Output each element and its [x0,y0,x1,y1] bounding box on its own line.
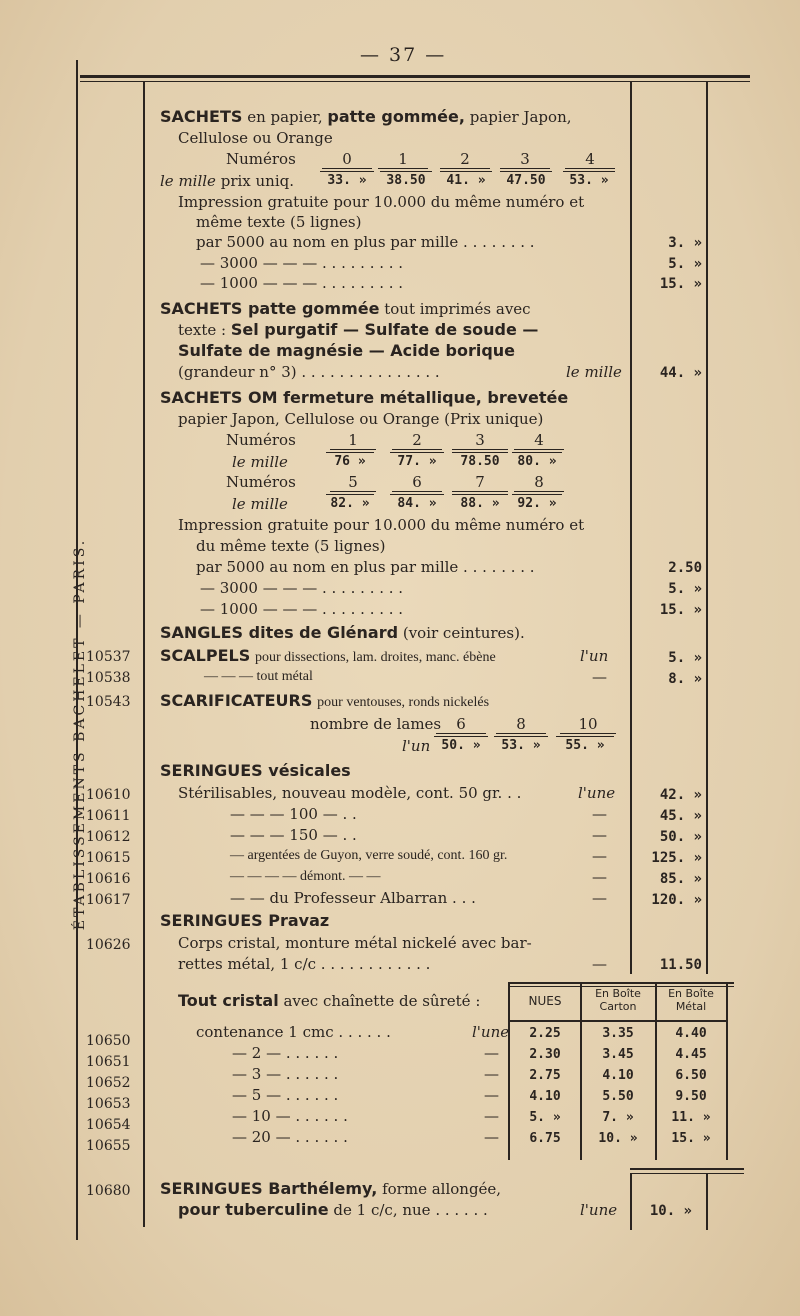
sachets1-impression1: Impression gratuite pour 10.000 du même numéro et [178,193,585,211]
sachets3-row-price: 5. » [668,581,702,597]
cristal-row-label: — 10 — . . . . . . [232,1107,348,1125]
cristal-row-label: contenance 1 cmc . . . . . . [196,1023,391,1041]
scarificateurs-lames: 8 [496,715,546,734]
scarificateurs-lames: 6 [436,715,486,734]
vesicale-desc: — — — 150 — . . [230,826,357,844]
scalpels-line: SCALPELS pour dissections, lam. droites, manc. ébène [160,646,496,665]
sachets3-line2: papier Japon, Cellulose ou Orange (Prix unique) [178,410,544,428]
cristal-title: Tout cristal avec chaînette de sûreté : [178,991,481,1010]
sachets1-numero: 2 [440,150,490,169]
sachets2-line2: texte : Sel purgatif — Sulfate de soude — [178,320,539,339]
cristal-nues: 2.75 [529,1068,561,1083]
sachets3-row: par 5000 au nom en plus par mille . . . . . . . . [196,558,535,576]
sachets3-row: — 1000 — — — . . . . . . . . . [200,600,404,618]
item-code: 10680 [86,1183,131,1199]
sachets1-row-price: 5. » [668,256,702,272]
sachets3-numero: 2 [392,431,442,450]
sachets3-numero: 8 [514,473,564,492]
cristal-row-unit: — [484,1065,499,1083]
cristal-carton: 3.45 [602,1047,634,1062]
sachets3-price: 76 » [326,452,374,469]
scalpels-unit: — [592,668,607,686]
sachets3-price: 92. » [512,494,562,511]
top-rule-thin [80,81,750,82]
cristal-nues: 2.25 [529,1026,561,1041]
vesicale-desc: — — — 100 — . . [230,805,357,823]
cristal-col-nues: NUES [528,994,562,1008]
item-code: 10615 [86,850,131,866]
cristal-row-label: — 5 — . . . . . . [232,1086,339,1104]
sachets1-row-price: 3. » [668,235,702,251]
item-code: 10612 [86,829,131,845]
cristal-row-label: — 2 — . . . . . . [232,1044,339,1062]
sachets3-price: 82. » [326,494,374,511]
scarificateurs-lames-label: nombre de lames [310,715,442,733]
sachets3-numero: 1 [330,431,376,450]
scarificateurs-lames: 10 [560,715,616,734]
barthelemy-col-rule [630,1174,632,1230]
sachets1-price: 47.50 [500,171,552,188]
vesicale-price: 50. » [659,829,702,845]
top-rule [80,75,750,78]
sachets3-impression1: Impression gratuite pour 10.000 du même numéro et [178,516,585,534]
cristal-row-unit: — [484,1128,499,1146]
barthelemy-unit: l'une [580,1201,618,1219]
sachets3-mille-label: le mille [232,495,288,513]
item-code: 10538 [86,670,131,686]
cristal-row-label: — 3 — . . . . . . [232,1065,339,1083]
sachets1-numero: 1 [378,150,428,169]
cristal-row-unit: — [484,1107,499,1125]
vesicale-unit: — [592,847,607,865]
sachets2-unit: le mille [566,363,622,381]
pravaz-line2: rettes métal, 1 c/c . . . . . . . . . . . . [178,955,431,973]
cristal-table-head-rule [508,1020,726,1022]
item-code: 10543 [86,694,131,710]
cristal-metal: 15. » [671,1131,711,1146]
sachets1-price: 33. » [320,171,374,188]
cristal-metal: 4.40 [675,1026,707,1041]
item-code: 10650 [86,1033,131,1049]
item-code: 10626 [86,937,131,953]
sachets1-impression2: même texte (5 lignes) [196,213,362,231]
vesicale-price: 120. » [651,892,702,908]
item-code: 10655 [86,1138,131,1154]
cristal-carton: 5.50 [602,1089,634,1104]
cristal-nues: 2.30 [529,1047,561,1062]
barthelemy-price: 10. » [649,1203,692,1219]
barthelemy-rule [630,1168,744,1170]
cristal-table-top-rule [508,982,734,984]
sachets2-line3: Sulfate de magnésie — Acide borique [178,341,516,360]
cristal-nues: 5. » [529,1110,561,1125]
item-code: 10616 [86,871,131,887]
item-code: 10651 [86,1054,131,1070]
sachets1-numero: 4 [565,150,615,169]
sachets2-title: SACHETS patte gommée tout imprimés avec [160,299,531,318]
vesicale-price: 45. » [659,808,702,824]
sachets3-price: 78.50 [452,452,508,469]
sachets1-title: SACHETS en papier, patte gommée, papier Japon, [160,107,572,126]
sachets3-row: — 3000 — — — . . . . . . . . . [200,579,404,597]
barthelemy-title: SERINGUES Barthélemy, forme allongée, [160,1179,502,1198]
item-code: 10610 [86,787,131,803]
spine-text: ÉTABLISSEMENTS BACHELET — PARIS. [72,537,88,931]
vesicale-price: 85. » [659,871,702,887]
scalpels-price: 5. » [668,650,702,666]
sachets1-price: 53. » [563,171,615,188]
cristal-metal: 9.50 [675,1089,707,1104]
sachets1-numero: 0 [322,150,372,169]
vesicale-unit: — [592,889,607,907]
cristal-metal: 11. » [671,1110,711,1125]
column-rule-price-a [630,82,632,974]
scalpels-line: — — — tout métal [204,669,313,684]
sachets3-numeros-label: Numéros [226,431,296,449]
sachets3-numero: 3 [452,431,508,450]
cristal-row-label: — 20 — . . . . . . [232,1128,348,1146]
seringues-vesicales-title: SERINGUES vésicales [160,761,351,780]
cristal-col-carton: En Boîte Carton [595,987,641,1013]
scarificateurs-price: 53. » [494,736,548,753]
cristal-col-metal: En Boîte Métal [668,987,714,1013]
cristal-carton: 4.10 [602,1068,634,1083]
vesicale-unit: — [592,805,607,823]
cristal-carton: 3.35 [602,1026,634,1041]
cristal-row-unit: — [484,1086,499,1104]
seringues-pravaz-title: SERINGUES Pravaz [160,911,330,930]
sachets1-row: — 1000 — — — . . . . . . . . . [200,274,404,292]
scarificateurs-title: SCARIFICATEURS pour ventouses, ronds nickelés [160,691,490,710]
vesicale-desc: — argentées de Guyon, verre soudé, cont. 160 gr. [230,848,508,863]
sachets1-row-price: 15. » [659,276,702,292]
sachets3-price: 88. » [452,494,508,511]
pravaz-unit: — [592,955,607,973]
sachets1-mille-row: le mille prix uniq. [160,172,295,190]
vesicale-price: 125. » [651,850,702,866]
sachets3-mille-label: le mille [232,453,288,471]
barthelemy-col-rule [706,1174,708,1230]
item-code: 10611 [86,808,131,824]
cristal-nues: 6.75 [529,1131,561,1146]
sachets3-numero: 5 [330,473,376,492]
sachets1-row: — 3000 — — — . . . . . . . . . [200,254,404,272]
sachets3-price: 77. » [390,452,444,469]
sachets3-title: SACHETS OM fermeture métallique, brevetée [160,388,569,407]
pravaz-line1: Corps cristal, monture métal nickelé avec bar- [178,934,532,952]
sachets3-numero: 6 [392,473,442,492]
column-rule-code [143,82,145,1227]
sachets3-row-price: 15. » [659,602,702,618]
sachets3-numeros-label: Numéros [226,473,296,491]
item-code: 10617 [86,892,131,908]
sachets2-price: 44. » [659,365,702,381]
vesicale-unit: — [592,868,607,886]
scarificateurs-unit: l'un [402,737,431,755]
vesicale-unit: — [592,826,607,844]
scarificateurs-price: 55. » [556,736,614,753]
sachets3-price: 84. » [390,494,444,511]
sachets1-row: par 5000 au nom en plus par mille . . . . . . . . [196,233,535,251]
sachets1-price: 38.50 [380,171,432,188]
barthelemy-rule2 [630,1173,744,1174]
sachets3-price: 80. » [512,452,562,469]
sachets3-numero: 7 [452,473,508,492]
pravaz-price: 11.50 [659,957,702,973]
sachets1-numeros-label: Numéros [226,150,296,168]
cristal-nues: 4.10 [529,1089,561,1104]
cristal-metal: 6.50 [675,1068,707,1083]
sachets1-numero: 3 [500,150,550,169]
cristal-row-unit: — [484,1044,499,1062]
item-code: 10652 [86,1075,131,1091]
cristal-row-unit: l'une [472,1023,510,1041]
item-code: 10537 [86,649,131,665]
cristal-metal: 4.45 [675,1047,707,1062]
sachets3-row-price: 2.50 [668,560,702,576]
sangles-title: SANGLES dites de Glénard (voir ceintures). [160,623,525,642]
sachets3-numero: 4 [514,431,564,450]
barthelemy-line2: pour tuberculine de 1 c/c, nue . . . . . . [178,1200,488,1219]
page-number: — 37 — [360,44,447,66]
cristal-carton: 10. » [598,1131,638,1146]
scalpels-price: 8. » [668,671,702,687]
scalpels-unit: l'un [580,647,609,665]
vesicale-desc: — — du Professeur Albarran . . . [230,889,476,907]
sachets3-impression2: du même texte (5 lignes) [196,537,386,555]
item-code: 10654 [86,1117,131,1133]
sachets1-line2: Cellulose ou Orange [178,129,333,147]
vesicale-unit: l'une [578,784,616,802]
vesicale-desc: Stérilisables, nouveau modèle, cont. 50 gr. . . [178,784,522,802]
sachets1-price: 41. » [440,171,492,188]
scarificateurs-price: 50. » [434,736,488,753]
column-rule-price-b [706,82,708,974]
vesicale-desc: — — — — démont. — — [230,869,381,884]
sachets2-line4: (grandeur n° 3) . . . . . . . . . . . . . . . [178,363,440,381]
cristal-col-rule [726,984,728,1160]
cristal-carton: 7. » [602,1110,634,1125]
item-code: 10653 [86,1096,131,1112]
vesicale-price: 42. » [659,787,702,803]
